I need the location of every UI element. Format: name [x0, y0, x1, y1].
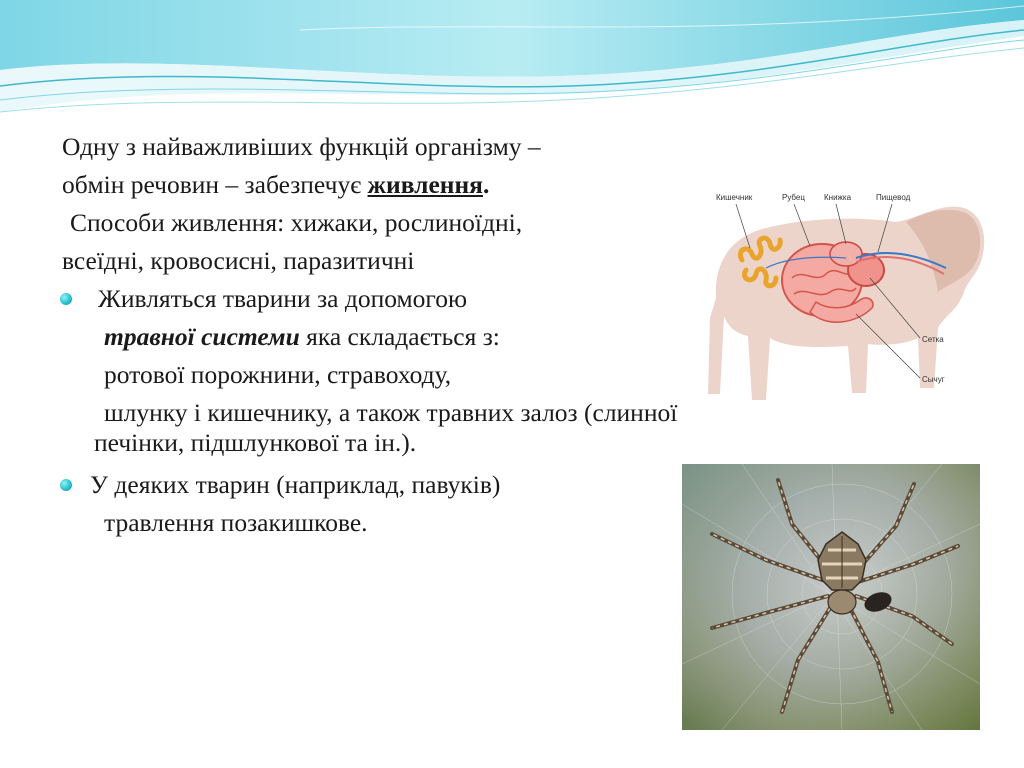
slide-text [62, 128, 762, 542]
paragraph-line-2 [62, 166, 762, 204]
keyword-nutrition: живлення [367, 170, 483, 199]
bullet-2 [60, 466, 762, 504]
label-abomasum: Сычуг [922, 375, 945, 384]
bullet-1-line-3: ротової порожнини, стравоходу, [104, 360, 452, 389]
paragraph-line-3: Способи живлення: хижаки, рослиноїдні, [70, 208, 523, 237]
bullet-1-lead: Живляться тварини за допомогою [98, 284, 467, 313]
label-esophagus: Пищевод [876, 193, 911, 202]
label-rumen: Рубец [782, 193, 805, 202]
spider-cephalothorax [828, 590, 856, 614]
bullet-2-line-2: травлення позакишкове. [104, 508, 368, 537]
bullet-dot-icon [60, 293, 72, 305]
label-omasum: Книжка [824, 193, 852, 202]
keyword-digestive-system: травної системи [104, 322, 300, 351]
bullet-1-line-4: шлунку і кишечнику, а також травних залоз (слинної [104, 398, 678, 427]
paragraph-line-4: всеїдні, кровосисні, паразитичні [62, 246, 415, 275]
bullet-1-rest-1: яка складається з: [299, 322, 500, 351]
bullet-dot-icon [60, 479, 72, 491]
bullet-1 [60, 280, 762, 318]
bullet-1-line-5: печінки, підшлункової та ін.). [94, 428, 417, 457]
paragraph-line-2-text: обмін речовин – забезпечує [62, 170, 368, 199]
paragraph-line-1: Одну з найважливіших функцій організму – [62, 132, 541, 161]
header-wave [0, 0, 1024, 130]
label-reticulum: Сетка [922, 335, 944, 344]
spider-photo [682, 464, 980, 730]
bullet-1-line-2 [62, 318, 762, 356]
period: . [482, 170, 490, 199]
label-intestine: Кишечник [716, 193, 753, 202]
bullet-2-lead: У деяких тварин (наприклад, павуків) [90, 470, 501, 499]
bison-digestive-diagram [706, 188, 988, 408]
